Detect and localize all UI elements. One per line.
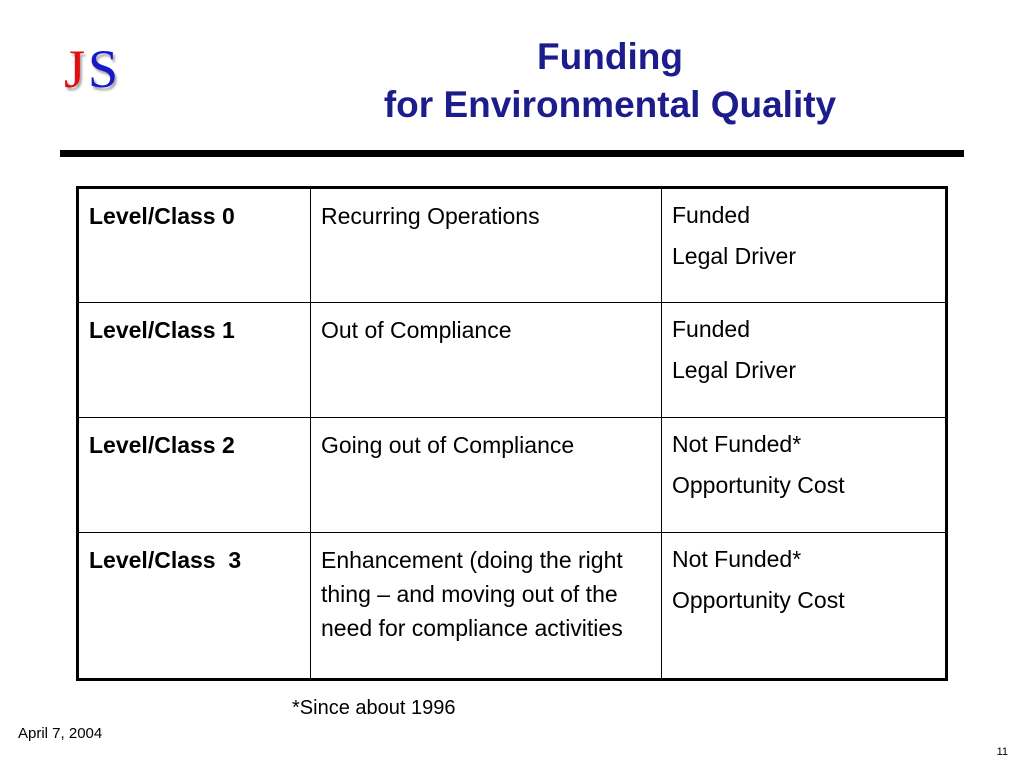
funding-driver: Opportunity Cost — [672, 472, 845, 498]
level-cell: Level/Class 1 — [78, 303, 311, 418]
funding-cell — [662, 533, 947, 680]
level-cell: Level/Class 0 — [78, 188, 311, 303]
footnote: *Since about 1996 — [292, 697, 456, 719]
slide-date: April 7, 2004 — [18, 725, 103, 742]
funding-cell — [662, 418, 947, 533]
level-cell: Level/Class 3 — [78, 533, 311, 680]
table-row — [78, 533, 947, 680]
funding-driver: Legal Driver — [672, 357, 796, 383]
funding-status: Funded — [672, 316, 751, 342]
funding-status: Funded — [672, 202, 751, 228]
title-line-1: Funding — [537, 36, 683, 77]
title-line-2: for Environmental Quality — [383, 84, 837, 125]
funding-cell — [662, 188, 947, 303]
logo-letter-s: S — [88, 39, 122, 99]
funding-driver: Opportunity Cost — [672, 587, 845, 613]
description-cell — [311, 533, 662, 680]
level-cell: Level/Class 2 — [78, 418, 311, 533]
logo-letter-j: J — [64, 39, 89, 99]
table-row — [78, 303, 947, 418]
funding-table — [76, 186, 948, 681]
description-cell: Going out of Compliance — [311, 418, 662, 533]
title-divider — [60, 150, 964, 157]
table-row — [78, 188, 947, 303]
funding-driver: Legal Driver — [672, 243, 796, 269]
table-row — [78, 418, 947, 533]
page-number: 11 — [996, 746, 1008, 758]
slide-title — [280, 33, 940, 129]
description-cell: Out of Compliance — [311, 303, 662, 418]
funding-cell — [662, 303, 947, 418]
description-cell: Recurring Operations — [311, 188, 662, 303]
description-text: Enhancement (doing the right thing – and moving out of the need for compliance activities — [321, 547, 623, 641]
funding-status: Not Funded* — [672, 546, 802, 572]
funding-status: Not Funded* — [672, 431, 802, 457]
js-logo — [64, 39, 122, 99]
